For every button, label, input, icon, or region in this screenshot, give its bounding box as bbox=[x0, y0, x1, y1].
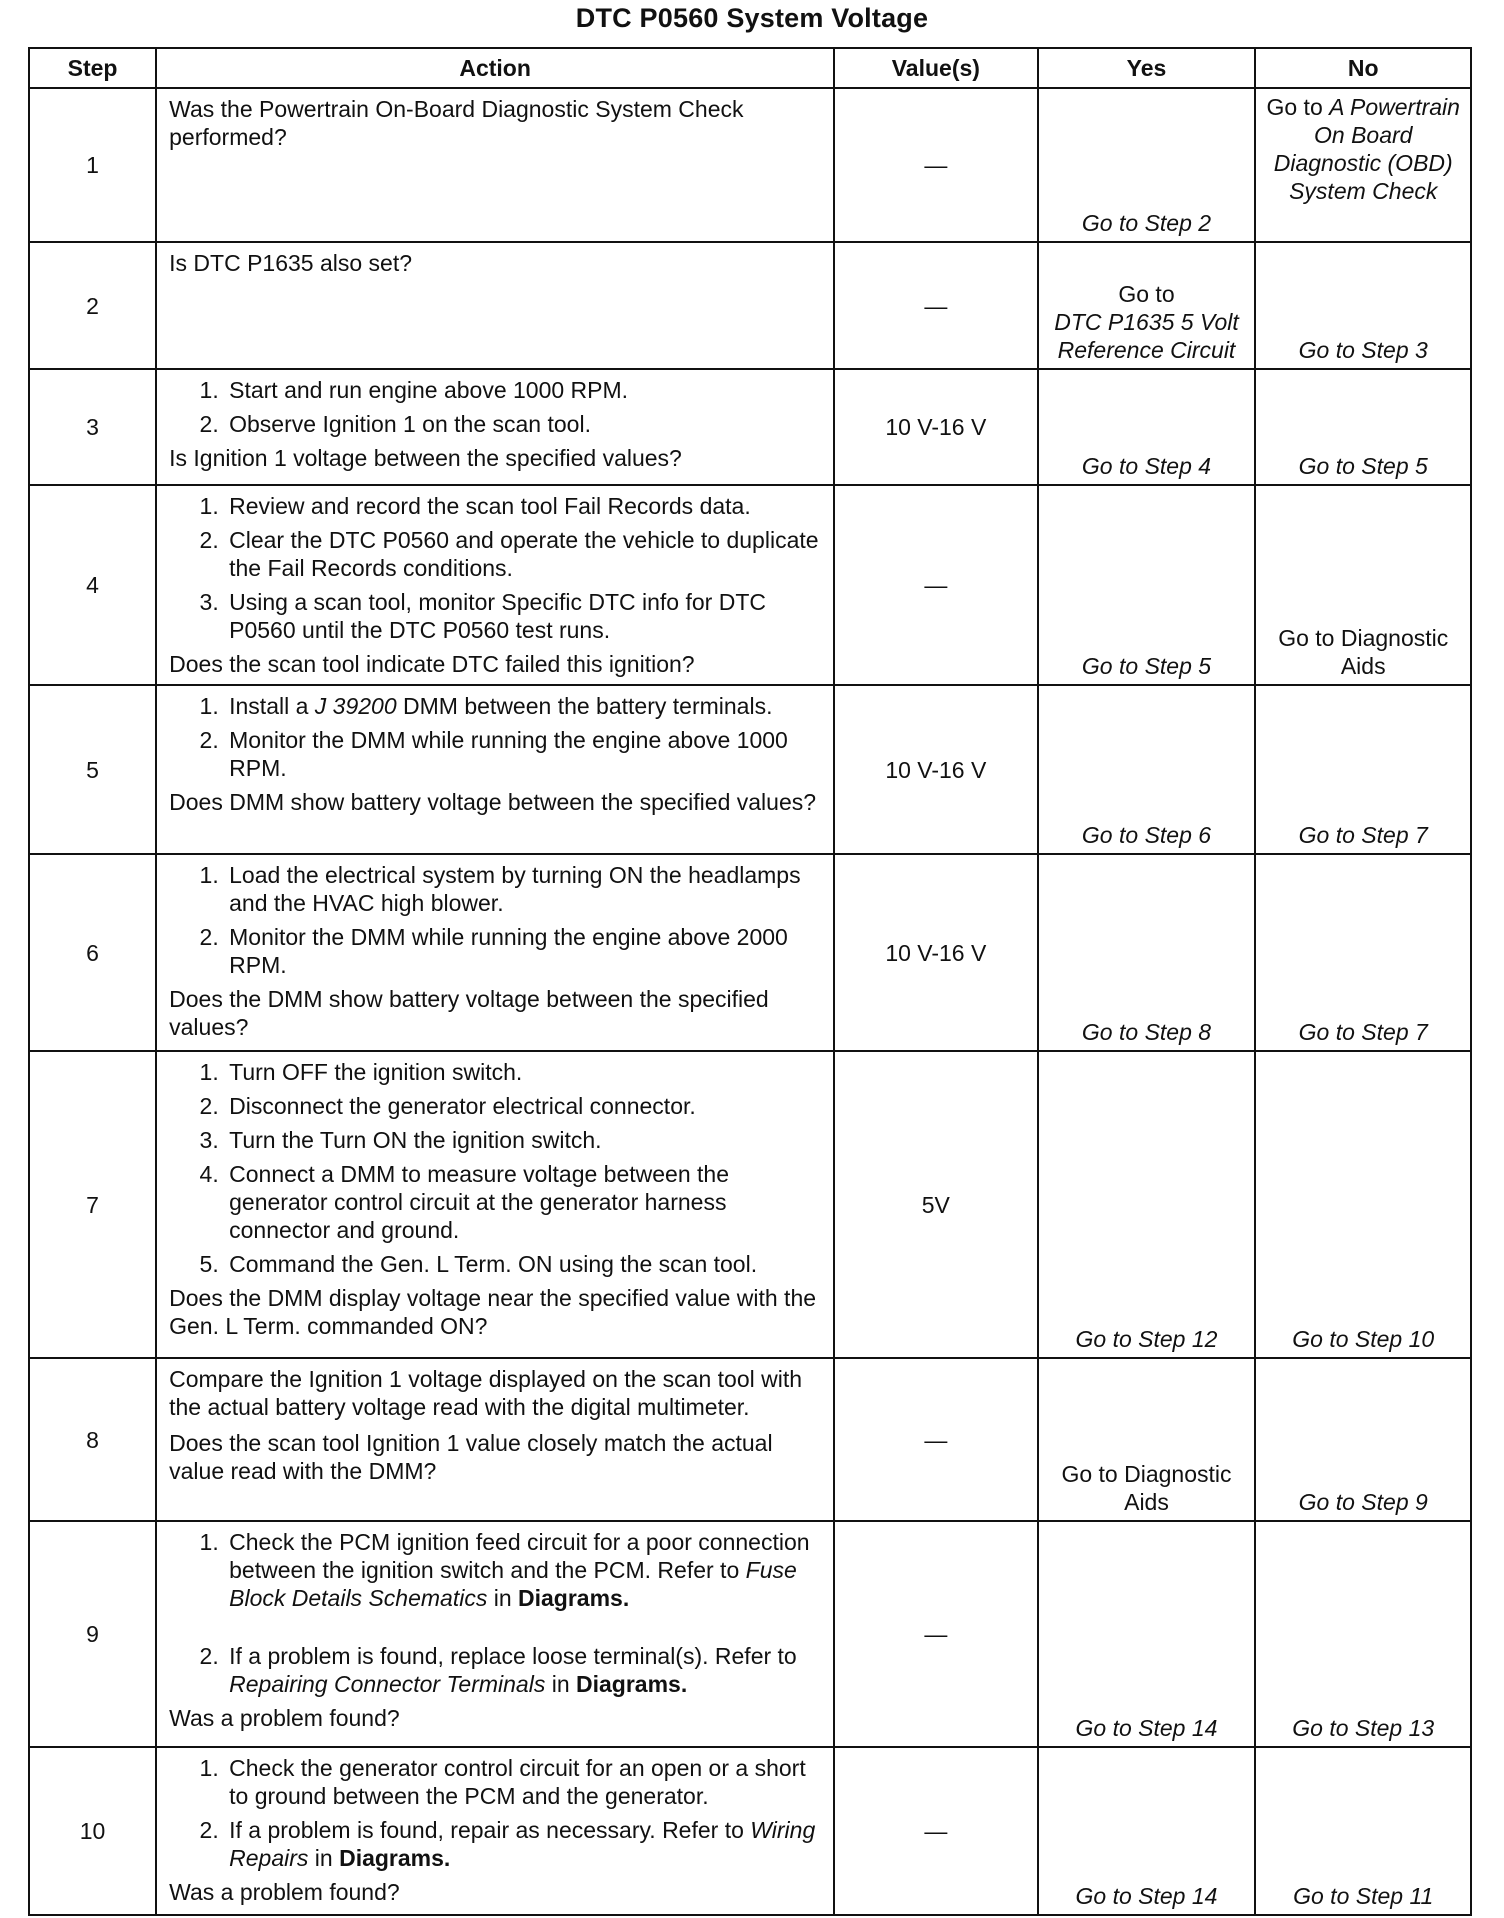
header-values: Value(s) bbox=[834, 48, 1037, 88]
table-row bbox=[29, 1051, 1471, 1358]
value-cell: — bbox=[834, 1521, 1037, 1747]
procedure-list bbox=[169, 376, 823, 438]
yes-cell: Go to Step 4 bbox=[1038, 369, 1256, 485]
diagrams-reference: Diagrams. bbox=[576, 1671, 688, 1697]
no-cell: Go to Step 13 bbox=[1255, 1521, 1471, 1747]
yes-cell: Go to Step 5 bbox=[1038, 485, 1256, 685]
step-number: 5 bbox=[29, 685, 156, 854]
header-row bbox=[29, 48, 1471, 88]
reference-link[interactable]: Repairing Connector Terminals bbox=[229, 1671, 546, 1697]
step-number: 10 bbox=[29, 1747, 156, 1915]
page-title: DTC P0560 System Voltage bbox=[575, 3, 929, 33]
no-cell: Go to Step 3 bbox=[1255, 242, 1471, 369]
action-cell bbox=[156, 854, 834, 1051]
question-text: Was a problem found? bbox=[169, 1879, 400, 1905]
step-number: 6 bbox=[29, 854, 156, 1051]
action-cell bbox=[156, 1358, 834, 1521]
procedure-step: 1. Start and run engine above 1000 RPM. bbox=[225, 376, 823, 404]
action-cell bbox=[156, 485, 834, 685]
action-cell bbox=[156, 88, 834, 242]
table-row bbox=[29, 242, 1471, 369]
step-number: 8 bbox=[29, 1358, 156, 1521]
step-number: 3 bbox=[29, 369, 156, 485]
step-text: Check the PCM ignition feed circuit for a poor connection between the ignition switch and the PCM. Refer to bbox=[229, 1529, 810, 1583]
procedure-step: 2. Observe Ignition 1 on the scan tool. bbox=[225, 410, 823, 438]
yes-cell: Go to Step 2 bbox=[1038, 88, 1256, 242]
action-cell bbox=[156, 1521, 834, 1747]
reference-link[interactable]: Wiring Repairs bbox=[229, 1817, 816, 1871]
question-text: Does DMM show battery voltage between the specified values? bbox=[169, 789, 817, 815]
procedure-list bbox=[169, 1528, 823, 1698]
procedure-list bbox=[169, 492, 823, 644]
step-number: 2 bbox=[29, 242, 156, 369]
yes-cell bbox=[1038, 242, 1256, 369]
header-action: Action bbox=[156, 48, 834, 88]
no-cell bbox=[1255, 88, 1471, 242]
action-cell bbox=[156, 1051, 834, 1358]
yes-link[interactable]: DTC P1635 5 Volt Reference Circuit bbox=[1054, 309, 1239, 363]
step-text: If a problem is found, replace loose terminal(s). Refer to bbox=[229, 1643, 797, 1669]
procedure-step: 1. Check the generator control circuit for an open or a short to ground between the PCM and the generator. bbox=[225, 1754, 823, 1810]
yes-cell: Go to Step 6 bbox=[1038, 685, 1256, 854]
procedure-step bbox=[225, 1528, 823, 1612]
value-cell: 5V bbox=[834, 1051, 1037, 1358]
yes-cell: Go to Step 14 bbox=[1038, 1521, 1256, 1747]
diagnostic-table bbox=[28, 47, 1472, 1916]
procedure-step: 2. Monitor the DMM while running the engine above 1000 RPM. bbox=[225, 726, 823, 782]
value-cell: 10 V-16 V bbox=[834, 854, 1037, 1051]
procedure-list bbox=[169, 692, 823, 782]
procedure-step: 1. Load the electrical system by turning ON the headlamps and the HVAC high blower. bbox=[225, 861, 823, 917]
table-row bbox=[29, 369, 1471, 485]
question-text: Does the scan tool indicate DTC failed this ignition? bbox=[169, 651, 695, 677]
question-text: Does the DMM show battery voltage between the specified values? bbox=[169, 986, 769, 1040]
step-number: 9 bbox=[29, 1521, 156, 1747]
step-text: Install a bbox=[229, 693, 315, 719]
value-cell: — bbox=[834, 1358, 1037, 1521]
table-row bbox=[29, 1358, 1471, 1521]
yes-cell: Go to Step 14 bbox=[1038, 1747, 1256, 1915]
procedure-step: 3. Turn the Turn ON the ignition switch. bbox=[225, 1126, 823, 1154]
diagrams-reference: Diagrams. bbox=[339, 1845, 451, 1871]
header-yes: Yes bbox=[1038, 48, 1256, 88]
procedure-step: 1. Turn OFF the ignition switch. bbox=[225, 1058, 823, 1086]
action-cell bbox=[156, 242, 834, 369]
procedure-list bbox=[169, 861, 823, 979]
value-cell: — bbox=[834, 485, 1037, 685]
procedure-step bbox=[225, 1816, 823, 1872]
procedure-step: 1. Review and record the scan tool Fail Records data. bbox=[225, 492, 823, 520]
question-text: Does the scan tool Ignition 1 value closely match the actual value read with the DMM? bbox=[169, 1430, 773, 1484]
action-cell bbox=[156, 685, 834, 854]
step-text: in bbox=[308, 1845, 340, 1871]
procedure-step: 4. Connect a DMM to measure voltage between the generator control circuit at the generator harness connector and ground. bbox=[225, 1160, 823, 1244]
question-text: Is Ignition 1 voltage between the specified values? bbox=[169, 445, 682, 471]
no-cell: Go to Step 7 bbox=[1255, 854, 1471, 1051]
no-cell: Go to Step 10 bbox=[1255, 1051, 1471, 1358]
table-row bbox=[29, 854, 1471, 1051]
question-text: Does the DMM display voltage near the specified value with the Gen. L Term. commanded ON? bbox=[169, 1285, 817, 1339]
no-cell: Go to Step 7 bbox=[1255, 685, 1471, 854]
value-cell: — bbox=[834, 242, 1037, 369]
procedure-step: 5. Command the Gen. L Term. ON using the scan tool. bbox=[225, 1250, 823, 1278]
procedure-list bbox=[169, 1754, 823, 1872]
procedure-step: 2. Disconnect the generator electrical connector. bbox=[225, 1092, 823, 1120]
step-number: 7 bbox=[29, 1051, 156, 1358]
no-cell: Go to Diagnostic Aids bbox=[1255, 485, 1471, 685]
value-cell: 10 V-16 V bbox=[834, 685, 1037, 854]
step-text: in bbox=[487, 1585, 519, 1611]
yes-cell: Go to Diagnostic Aids bbox=[1038, 1358, 1256, 1521]
table-row bbox=[29, 685, 1471, 854]
no-cell: Go to Step 5 bbox=[1255, 369, 1471, 485]
yes-prefix: Go to bbox=[1118, 281, 1175, 307]
question-text: Was a problem found? bbox=[169, 1705, 400, 1731]
no-prefix: Go to bbox=[1266, 94, 1330, 120]
tool-name: J 39200 bbox=[314, 693, 397, 719]
value-cell: 10 V-16 V bbox=[834, 369, 1037, 485]
step-number: 4 bbox=[29, 485, 156, 685]
yes-cell: Go to Step 12 bbox=[1038, 1051, 1256, 1358]
action-cell bbox=[156, 369, 834, 485]
procedure-step bbox=[225, 1642, 823, 1698]
procedure-list bbox=[169, 1058, 823, 1278]
instruction-text: Compare the Ignition 1 voltage displayed on the scan tool with the actual battery voltage read with the digital multimeter. bbox=[169, 1366, 803, 1420]
step-text: in bbox=[545, 1671, 577, 1697]
step-text: DMM between the battery terminals. bbox=[396, 693, 773, 719]
no-cell: Go to Step 9 bbox=[1255, 1358, 1471, 1521]
header-no: No bbox=[1255, 48, 1471, 88]
table-row bbox=[29, 88, 1471, 242]
header-step: Step bbox=[29, 48, 156, 88]
yes-cell: Go to Step 8 bbox=[1038, 854, 1256, 1051]
procedure-step: 3. Using a scan tool, monitor Specific DTC info for DTC P0560 until the DTC P0560 test runs. bbox=[225, 588, 823, 644]
action-cell bbox=[156, 1747, 834, 1915]
table-row bbox=[29, 1747, 1471, 1915]
no-cell: Go to Step 11 bbox=[1255, 1747, 1471, 1915]
value-cell: — bbox=[834, 1747, 1037, 1915]
step-number: 1 bbox=[29, 88, 156, 242]
step-text: If a problem is found, repair as necessary. Refer to bbox=[229, 1817, 751, 1843]
no-link[interactable]: A Powertrain On Board Diagnostic (OBD) System Check bbox=[1273, 94, 1460, 204]
reference-link[interactable]: Fuse Block Details Schematics bbox=[229, 1557, 797, 1611]
table-row bbox=[29, 485, 1471, 685]
value-cell: — bbox=[834, 88, 1037, 242]
procedure-step bbox=[225, 692, 823, 720]
action-text: Was the Powertrain On-Board Diagnostic System Check performed? bbox=[169, 96, 744, 150]
diagrams-reference: Diagrams. bbox=[518, 1585, 630, 1611]
action-text: Is DTC P1635 also set? bbox=[169, 250, 413, 276]
procedure-step: 2. Monitor the DMM while running the engine above 2000 RPM. bbox=[225, 923, 823, 979]
table-row bbox=[29, 1521, 1471, 1747]
procedure-step: 2. Clear the DTC P0560 and operate the vehicle to duplicate the Fail Records conditions. bbox=[225, 526, 823, 582]
